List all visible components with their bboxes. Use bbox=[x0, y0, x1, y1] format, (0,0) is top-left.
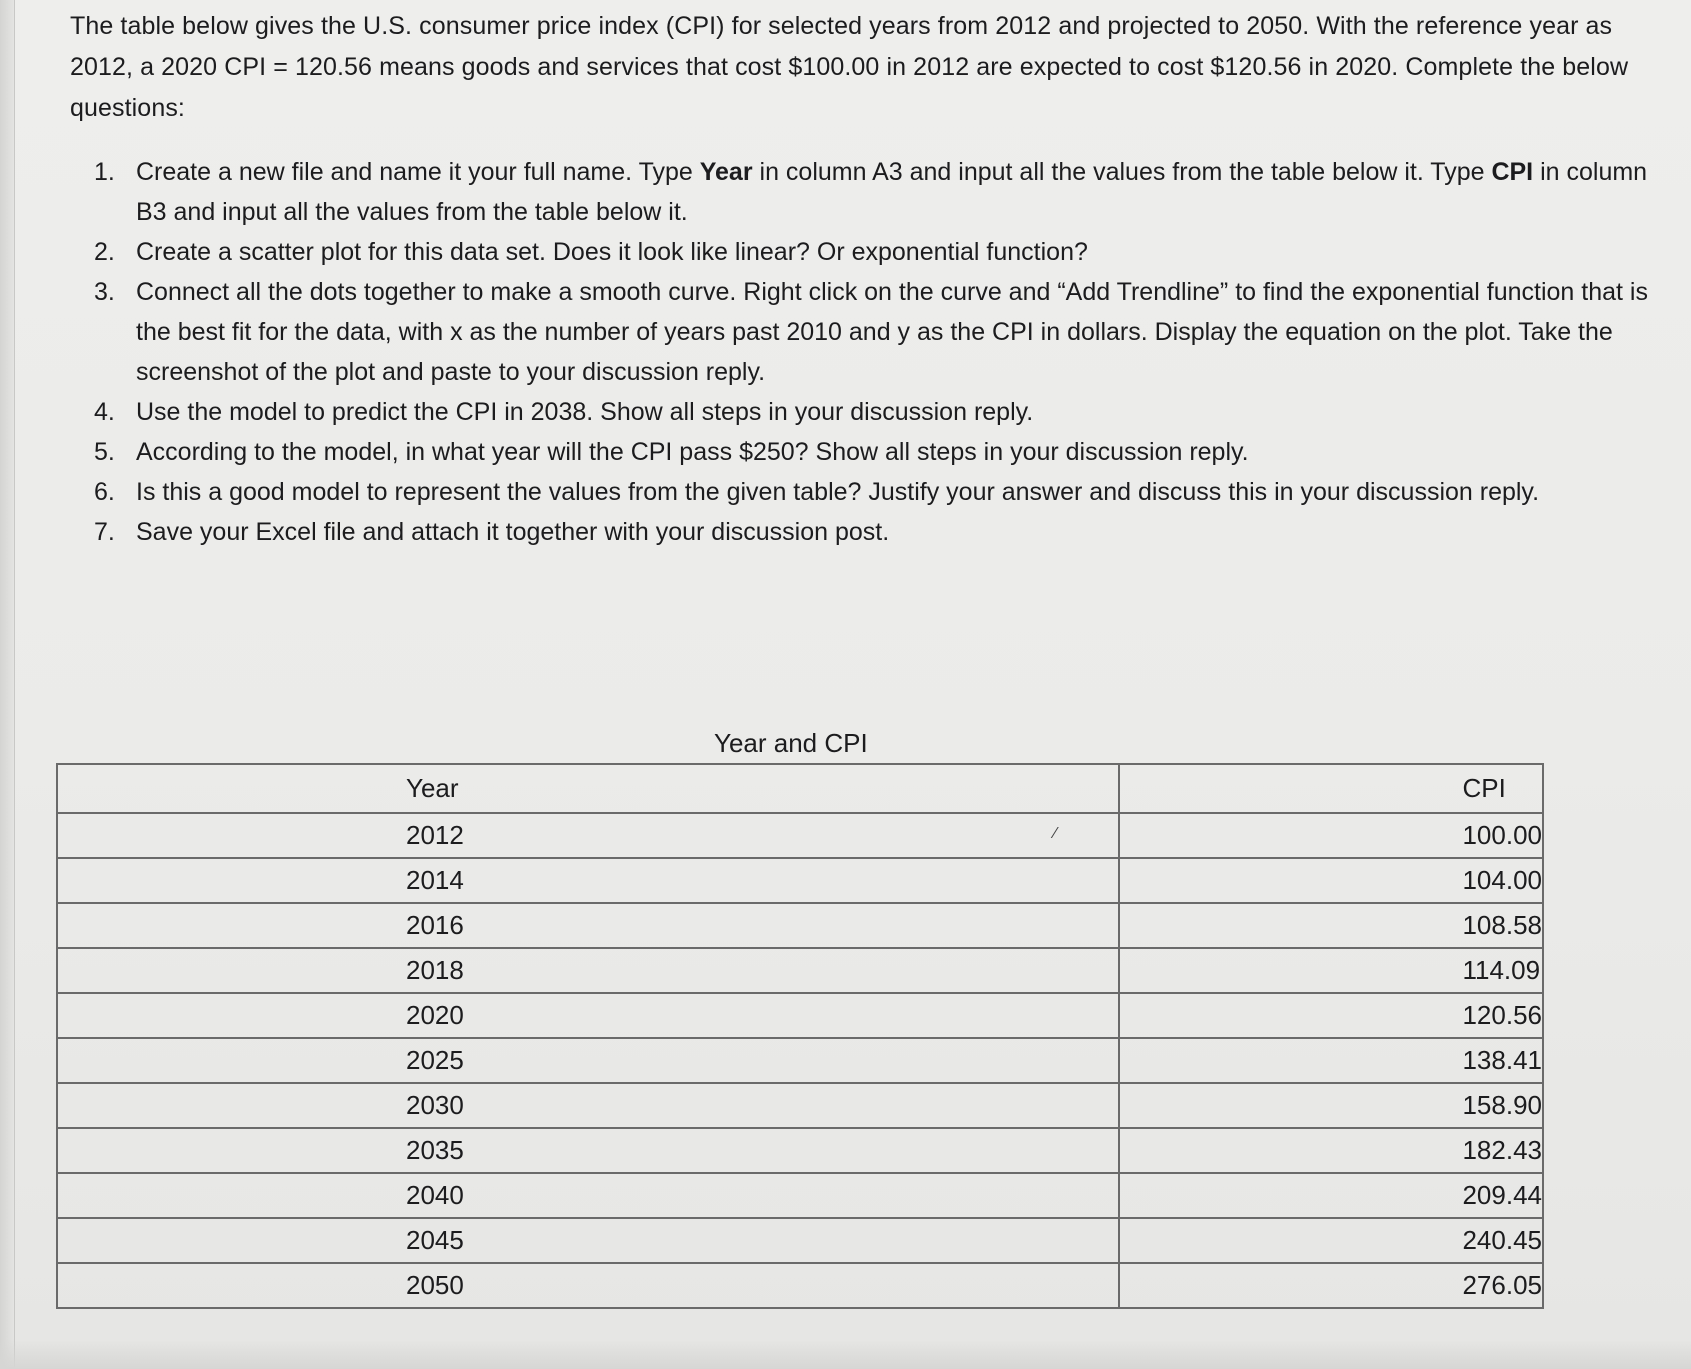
question-number: 5. bbox=[94, 438, 115, 466]
table-row bbox=[57, 993, 1543, 1038]
year-cell: 2050 bbox=[57, 1263, 1119, 1308]
question-text: According to the model, in what year will the CPI pass $250? Show all steps in your discussion reply. bbox=[136, 438, 1249, 466]
question-number: 3. bbox=[94, 278, 115, 306]
question-item-6 bbox=[84, 472, 1674, 512]
cpi-cell: 100.00 bbox=[1119, 813, 1543, 858]
question-text: Save your Excel file and attach it together with your discussion post. bbox=[136, 518, 890, 546]
pencil-mark-icon: ⁄ bbox=[1054, 825, 1057, 842]
intro-paragraph: The table below gives the U.S. consumer price index (CPI) for selected years from 2012 and projected to 2050. With the reference year as 2012, a 2020 CPI = 120.56 means goods and services that cost $100.00 in 2012 are expected to cost $120.56 in 2020. Complete the below questions: bbox=[70, 12, 1629, 122]
table-row bbox=[57, 1128, 1543, 1173]
year-cell: 2020 bbox=[57, 993, 1119, 1038]
table-row bbox=[57, 903, 1543, 948]
question-item-1 bbox=[84, 152, 1674, 232]
question-item-5 bbox=[84, 432, 1674, 472]
year-cell: 2025 bbox=[57, 1038, 1119, 1083]
question-number: 1. bbox=[94, 158, 115, 186]
cpi-cell: 114.09 bbox=[1119, 948, 1543, 993]
question-text: Create a new file and name it your full name. Type bbox=[136, 158, 700, 186]
question-text: Create a scatter plot for this data set. Does it look like linear? Or exponential function? bbox=[136, 238, 1088, 266]
header-year: Year bbox=[57, 764, 1119, 813]
cpi-cell: 240.45 bbox=[1119, 1218, 1543, 1263]
table-row bbox=[57, 948, 1543, 993]
question-item-7 bbox=[84, 512, 1674, 552]
year-cell: 2014 bbox=[57, 858, 1119, 903]
question-text: Is this a good model to represent the values from the given table? Justify your answer and discuss this in your discussion reply. bbox=[136, 478, 1540, 506]
table-row bbox=[57, 813, 1543, 858]
cpi-cell: 104.00 bbox=[1119, 858, 1543, 903]
cpi-cell: 138.41 bbox=[1119, 1038, 1543, 1083]
header-cpi: CPI bbox=[1119, 764, 1543, 813]
question-text: in column B3 and input all the values from the table below it. bbox=[136, 158, 1648, 226]
question-item-2 bbox=[84, 232, 1674, 272]
cpi-cell: 120.56 bbox=[1119, 993, 1543, 1038]
table-row bbox=[57, 858, 1543, 903]
question-number: 6. bbox=[94, 478, 115, 506]
question-text: in column A3 and input all the values from the table below it. Type bbox=[752, 158, 1492, 186]
table-row bbox=[57, 1263, 1543, 1308]
cpi-cell: 158.90 bbox=[1119, 1083, 1543, 1128]
year-cell: 2012 bbox=[57, 813, 1119, 858]
bottom-shadow bbox=[0, 1339, 1691, 1369]
year-cell: 2018 bbox=[57, 948, 1119, 993]
left-page-edge bbox=[0, 0, 15, 1369]
cpi-cell: 276.05 bbox=[1119, 1263, 1543, 1308]
question-list bbox=[84, 152, 1674, 552]
table-header-row bbox=[57, 764, 1543, 813]
cpi-cell: 108.58 bbox=[1119, 903, 1543, 948]
keyword-cpi: CPI bbox=[1491, 158, 1534, 186]
cpi-cell: 209.44 bbox=[1119, 1173, 1543, 1218]
question-text: Connect all the dots together to make a smooth curve. Right click on the curve and “Add Trendline” to find the exponential function that is the best fit for the data, with x as the number of years past 2010 and y as the CPI in dollars. Display the equation on the plot. Take the screenshot of the plot and paste to your discussion reply. bbox=[136, 278, 1648, 386]
year-cell: 2030 bbox=[57, 1083, 1119, 1128]
question-number: 4. bbox=[94, 398, 115, 426]
question-text: Use the model to predict the CPI in 2038. Show all steps in your discussion reply. bbox=[136, 398, 1034, 426]
table-row bbox=[57, 1173, 1543, 1218]
year-cell: 2045 bbox=[57, 1218, 1119, 1263]
table-row bbox=[57, 1083, 1543, 1128]
year-cell: 2040 bbox=[57, 1173, 1119, 1218]
question-item-4 bbox=[84, 392, 1674, 432]
year-cell: 2035 bbox=[57, 1128, 1119, 1173]
year-cell: 2016 bbox=[57, 903, 1119, 948]
table-row bbox=[57, 1038, 1543, 1083]
table-title: Year and CPI bbox=[714, 728, 868, 758]
table-row bbox=[57, 1218, 1543, 1263]
question-item-3 bbox=[84, 272, 1674, 392]
cpi-table bbox=[56, 763, 1544, 1309]
cpi-cell: 182.43 bbox=[1119, 1128, 1543, 1173]
keyword-year: Year bbox=[699, 158, 753, 186]
question-number: 7. bbox=[94, 518, 115, 546]
question-number: 2. bbox=[94, 238, 115, 266]
